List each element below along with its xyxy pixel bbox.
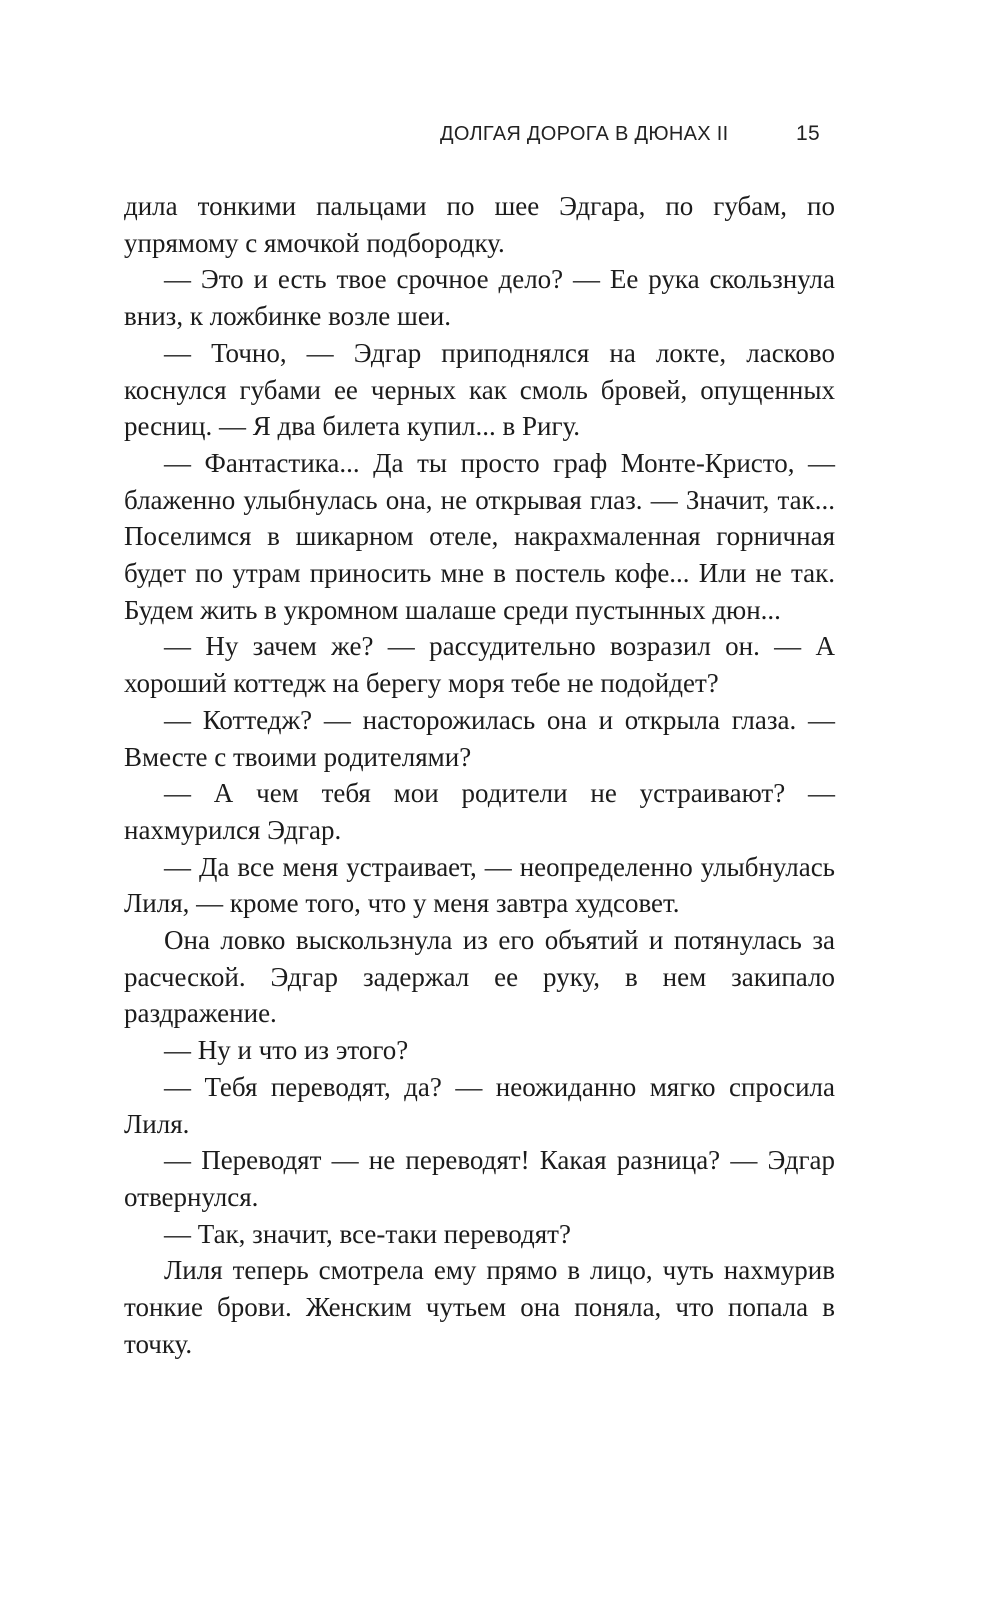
paragraph-continuation: дила тонкими пальцами по шее Эдгара, по губам, по упрямому с ямочкой подбородку.: [124, 191, 835, 258]
paragraph: — Фантастика... Да ты просто граф Монте-Кристо, — блаженно улыбнулась она, не открывая глаз. — Значит, так... Поселимся в шикарном отеле, накрахмаленная горничная будет по утрам приносить мне в постель кофе... Или не так. Будем жить в укромном шалаше среди пустынных дюн...: [124, 447, 835, 625]
text-body: [124, 188, 835, 1363]
page-number: 15: [796, 122, 820, 145]
paragraph: — Ну и что из этого?: [164, 1035, 409, 1066]
paragraph: — Точно, — Эдгар приподнялся на локте, ласково коснулся губами ее черных как смоль бровей, опущенных ресниц. — Я два билета купил... в Ригу.: [124, 337, 835, 442]
running-title: ДОЛГАЯ ДОРОГА В ДЮНАХ II: [440, 123, 729, 145]
paragraph: — Тебя переводят, да? — неожиданно мягко спросила Лиля.: [124, 1071, 835, 1139]
paragraph: — Переводят — не переводят! Какая разница? — Эдгар отвернулся.: [124, 1145, 835, 1212]
paragraph: — Это и есть твое срочное дело? — Ее рука скользнула вниз, к ложбинке возле шеи.: [124, 264, 835, 332]
paragraph: — Да все меня устраивает, — неопределенно улыбнулась Лиля, — кроме того, что у меня завтра худсовет.: [124, 851, 835, 919]
paragraph: — Коттедж? — насторожилась она и открыла глаза. — Вместе с твоими родителями?: [124, 704, 835, 772]
paragraph: — Так, значит, все-таки переводят?: [164, 1218, 571, 1249]
paragraph: — Ну зачем же? — рассудительно возразил он. — А хороший коттедж на берегу моря тебе не подойдет?: [124, 631, 835, 699]
paragraph: Она ловко выскользнула из его объятий и потянулась за расческой. Эдгар задержал ее руку, в нем закипало раздражение.: [124, 925, 835, 1029]
running-head: [440, 122, 820, 146]
paragraph: Лиля теперь смотрела ему прямо в лицо, чуть нахмурив тонкие брови. Женским чутьем она поняла, что попала в точку.: [124, 1255, 835, 1359]
paragraph: — А чем тебя мои родители не устраивают? — нахмурился Эдгар.: [124, 778, 835, 845]
